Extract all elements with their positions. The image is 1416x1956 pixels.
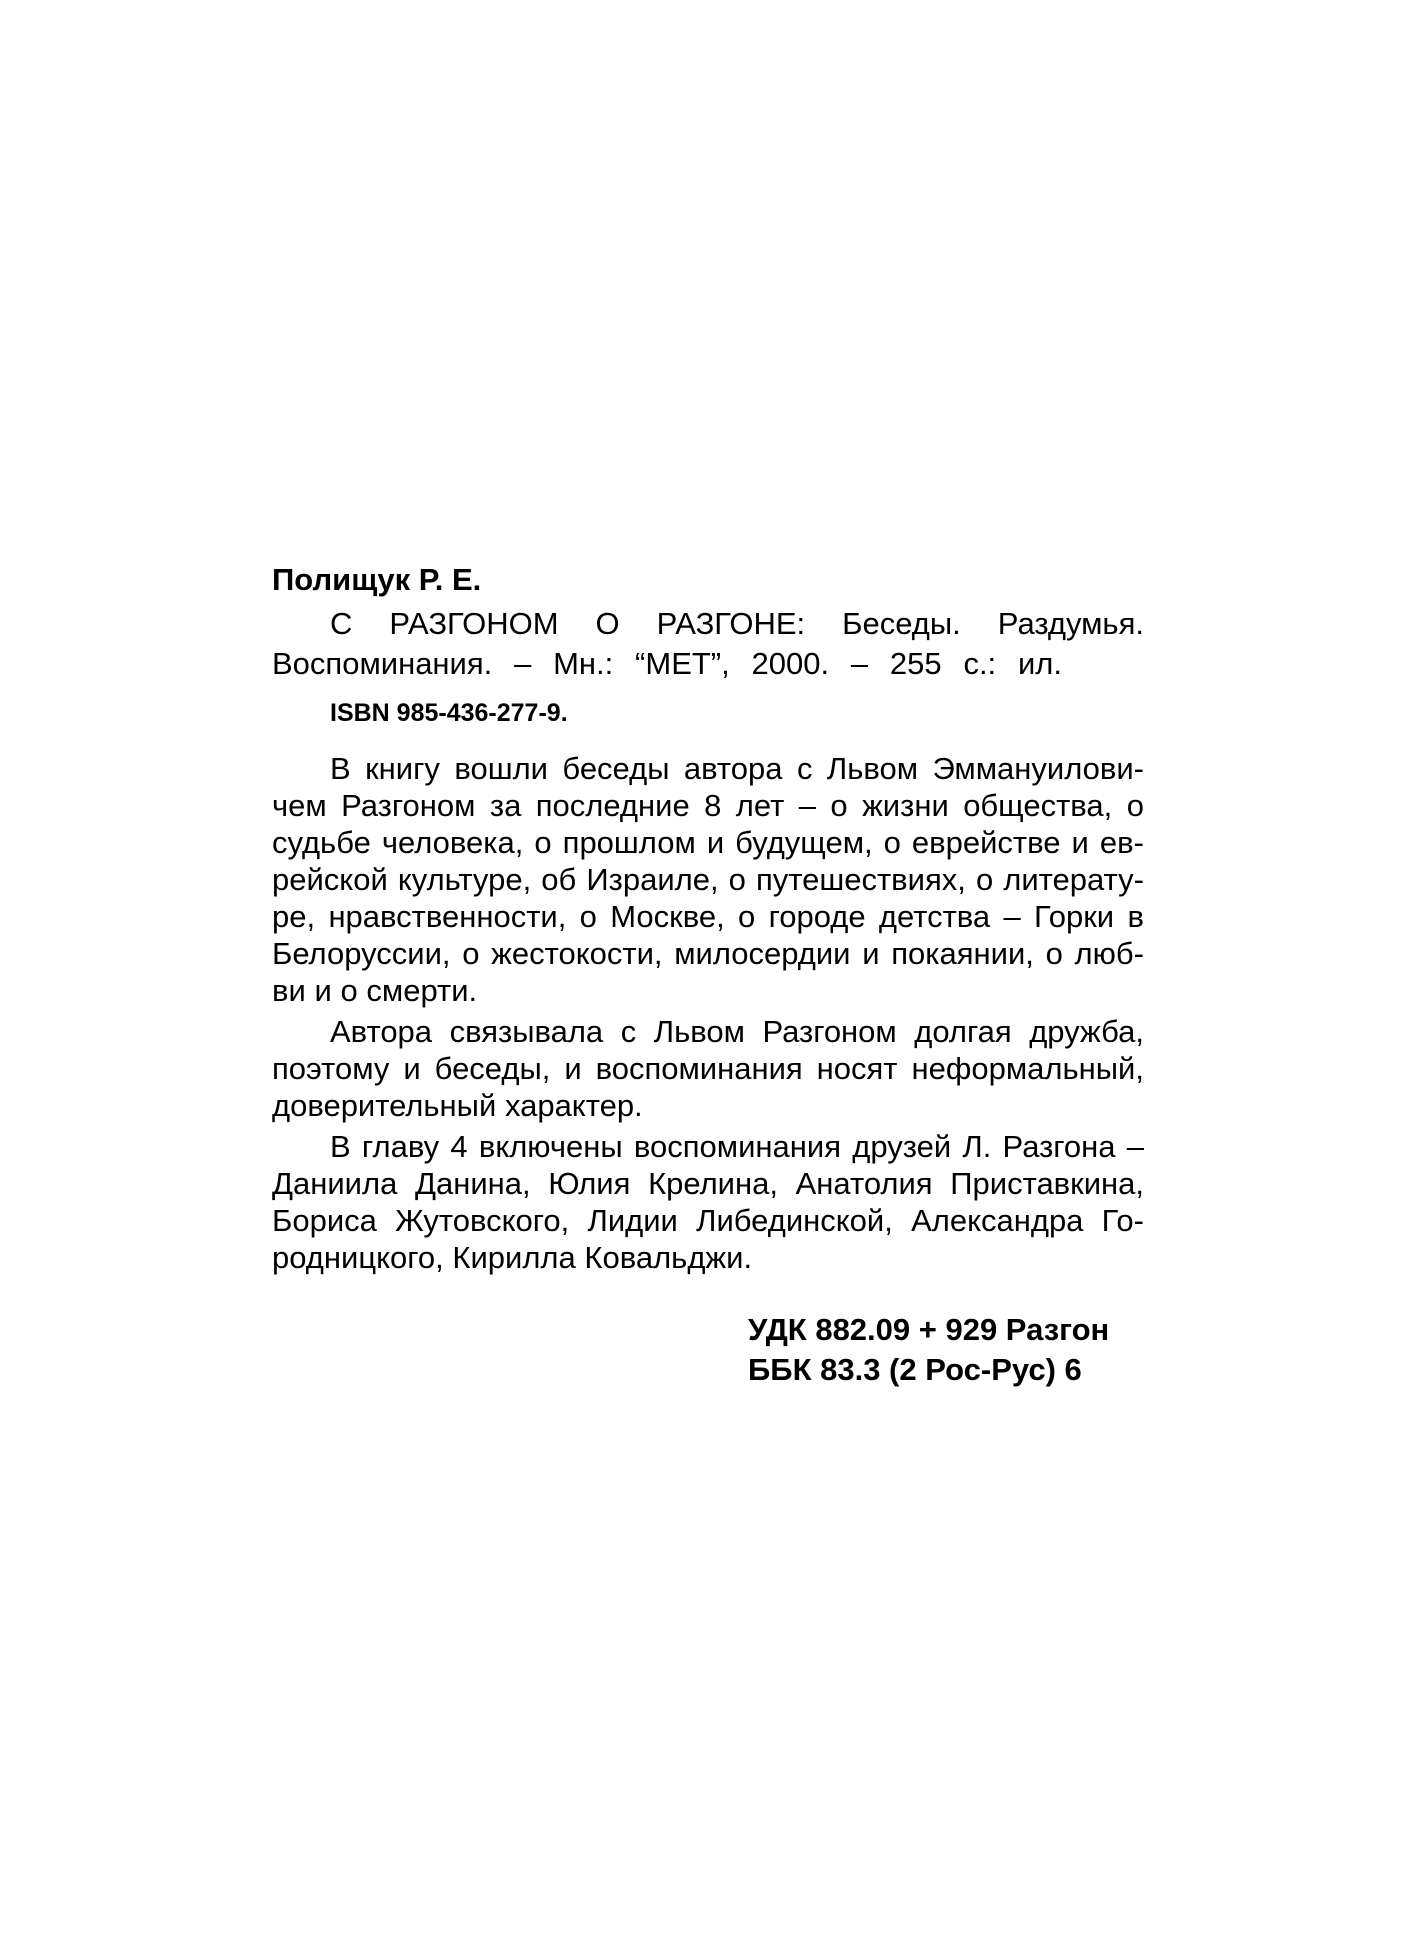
- word: ил.: [1017, 646, 1062, 681]
- paragraph-line: [272, 935, 1144, 972]
- bibliographic-record: [272, 560, 1144, 1276]
- word: и: [564, 1051, 582, 1086]
- word: Разгоном: [762, 1014, 897, 1049]
- word: –: [1126, 1129, 1144, 1164]
- word: культуре,: [397, 862, 532, 897]
- word: Беседы.: [842, 606, 961, 641]
- word: о: [1126, 788, 1144, 823]
- word: и: [862, 936, 880, 971]
- word: 255: [889, 646, 942, 681]
- word: включены: [478, 1129, 623, 1164]
- word: о: [738, 899, 756, 934]
- udk-code: УДК 882.09 + 929 Разгон: [748, 1312, 1110, 1347]
- word: Автора: [330, 1014, 433, 1049]
- word: С: [330, 606, 353, 641]
- word: городе: [768, 899, 866, 934]
- word: детства: [878, 899, 991, 934]
- word: покаянии,: [891, 936, 1034, 971]
- paragraph-line: [272, 861, 1144, 898]
- word: связывала: [449, 1014, 604, 1049]
- word: Разгона: [1002, 1129, 1116, 1164]
- word: с: [620, 1014, 637, 1049]
- title-line-1: [272, 604, 1144, 644]
- classification-codes: [748, 1310, 1109, 1390]
- word: Разгоном: [341, 788, 476, 823]
- word: –: [798, 788, 816, 823]
- word: чем: [272, 788, 327, 823]
- word: человека,: [381, 825, 524, 860]
- isbn: ISBN 985-436-277-9.: [330, 699, 568, 727]
- word: 2000.: [751, 646, 830, 681]
- word: последние: [535, 788, 690, 823]
- word: и: [314, 973, 332, 1008]
- word: прошлом: [562, 825, 696, 860]
- paragraph-line: [272, 750, 1144, 787]
- word: путешествиях,: [755, 862, 966, 897]
- word: и: [1071, 825, 1089, 860]
- word: Александра: [911, 1203, 1084, 1238]
- word: главу: [361, 1129, 440, 1164]
- word: о: [883, 825, 901, 860]
- word: Эммануилови-: [932, 751, 1144, 786]
- word: Анатолия: [795, 1166, 933, 1201]
- paragraph-line: [272, 1050, 1144, 1087]
- word: Л.: [962, 1129, 992, 1164]
- word: нравственности,: [328, 899, 567, 934]
- word: о: [462, 936, 480, 971]
- paragraph-line: [272, 1239, 1144, 1276]
- word: о: [728, 862, 746, 897]
- word: Жутовского,: [395, 1203, 570, 1238]
- word: рейской: [272, 862, 388, 897]
- word: –: [514, 646, 532, 681]
- word: лет: [735, 788, 785, 823]
- word: ев-: [1099, 825, 1144, 860]
- word: Лидии: [587, 1203, 678, 1238]
- word: смерти.: [366, 973, 478, 1008]
- word: об: [541, 862, 577, 897]
- word: носят: [816, 1051, 898, 1086]
- word: неформальный,: [911, 1051, 1144, 1086]
- word: поэтому: [272, 1051, 390, 1086]
- paragraph-line: [272, 1013, 1144, 1050]
- word: вошли: [454, 751, 548, 786]
- word: Мн.:: [553, 646, 614, 681]
- word: и: [403, 1051, 421, 1086]
- word: за: [489, 788, 522, 823]
- word: о: [830, 788, 848, 823]
- word: 8: [704, 788, 722, 823]
- bbk-code: ББК 83.3 (2 Рос-Рус) 6: [748, 1352, 1082, 1387]
- word: судьбе: [272, 825, 371, 860]
- word: долгая: [914, 1014, 1012, 1049]
- word: О: [595, 606, 620, 641]
- word: и: [706, 825, 725, 860]
- word: Воспоминания.: [272, 646, 493, 681]
- word: беседы,: [434, 1051, 551, 1086]
- word: Львом: [826, 751, 919, 786]
- word: литерату-: [1003, 862, 1144, 897]
- word: Го-: [1101, 1203, 1144, 1238]
- word: воспоминания: [633, 1129, 842, 1164]
- word: Юлия: [548, 1166, 631, 1201]
- word: беседы: [562, 751, 670, 786]
- word: друзей: [852, 1129, 952, 1164]
- word: Горки: [1034, 899, 1115, 934]
- title-line-2: [272, 644, 1062, 684]
- word: о: [975, 862, 994, 897]
- word: доверительный: [272, 1088, 497, 1123]
- word: ви: [272, 973, 306, 1008]
- word: будущем,: [735, 825, 873, 860]
- word: Бориса: [272, 1203, 377, 1238]
- word: Львом: [653, 1014, 745, 1049]
- paragraph-line: [272, 1202, 1144, 1239]
- word: о: [1045, 936, 1063, 971]
- word: дружба,: [1029, 1014, 1144, 1049]
- word: характер.: [504, 1088, 643, 1123]
- word: Москве,: [610, 899, 725, 934]
- paragraph-line: [272, 1087, 1144, 1124]
- word: Приставкина,: [950, 1166, 1144, 1201]
- annotation-paragraph-3: [272, 1128, 1144, 1276]
- word: жизни: [862, 788, 949, 823]
- word: Кирилла: [452, 1240, 576, 1275]
- word: о: [340, 973, 358, 1008]
- author-name: Полищук Р. Е.: [272, 562, 482, 597]
- paragraph-line: [272, 898, 1144, 935]
- paragraph-line: [272, 787, 1144, 824]
- word: о: [534, 825, 552, 860]
- word: с: [796, 751, 813, 786]
- word: “МЕТ”,: [635, 646, 730, 681]
- word: ре,: [272, 899, 316, 934]
- paragraph-line: [272, 1165, 1144, 1202]
- word: Даниила: [272, 1166, 398, 1201]
- word: люб-: [1074, 936, 1144, 971]
- word: в: [1127, 899, 1144, 934]
- word: родницкого,: [272, 1240, 444, 1275]
- annotation-paragraph-1: [272, 750, 1144, 1009]
- paragraph-line: [272, 972, 1144, 1009]
- word: Данина,: [414, 1166, 531, 1201]
- word: Раздумья.: [997, 606, 1144, 641]
- word: В: [330, 751, 351, 786]
- annotation-paragraph-2: [272, 1013, 1144, 1124]
- word: воспоминания: [595, 1051, 803, 1086]
- word: еврействе: [911, 825, 1061, 860]
- paragraph-line: [272, 824, 1144, 861]
- word: о: [579, 899, 597, 934]
- word: 4: [450, 1129, 468, 1164]
- word: РАЗГОНЕ:: [656, 606, 806, 641]
- word: с.:: [963, 646, 997, 681]
- word: Белоруссии,: [272, 936, 451, 971]
- word: РАЗГОНОМ: [389, 606, 559, 641]
- word: книгу: [365, 751, 440, 786]
- word: Израиле,: [586, 862, 719, 897]
- paragraph-line: [272, 1128, 1144, 1165]
- word: –: [850, 646, 869, 681]
- word: Ковальджи.: [584, 1240, 753, 1275]
- word: жестокости,: [491, 936, 663, 971]
- word: общества,: [963, 788, 1113, 823]
- word: автора: [683, 751, 783, 786]
- word: Либединской,: [696, 1203, 893, 1238]
- word: милосердии: [674, 936, 851, 971]
- word: Крелина,: [648, 1166, 778, 1201]
- word: В: [330, 1129, 351, 1164]
- word: –: [1003, 899, 1021, 934]
